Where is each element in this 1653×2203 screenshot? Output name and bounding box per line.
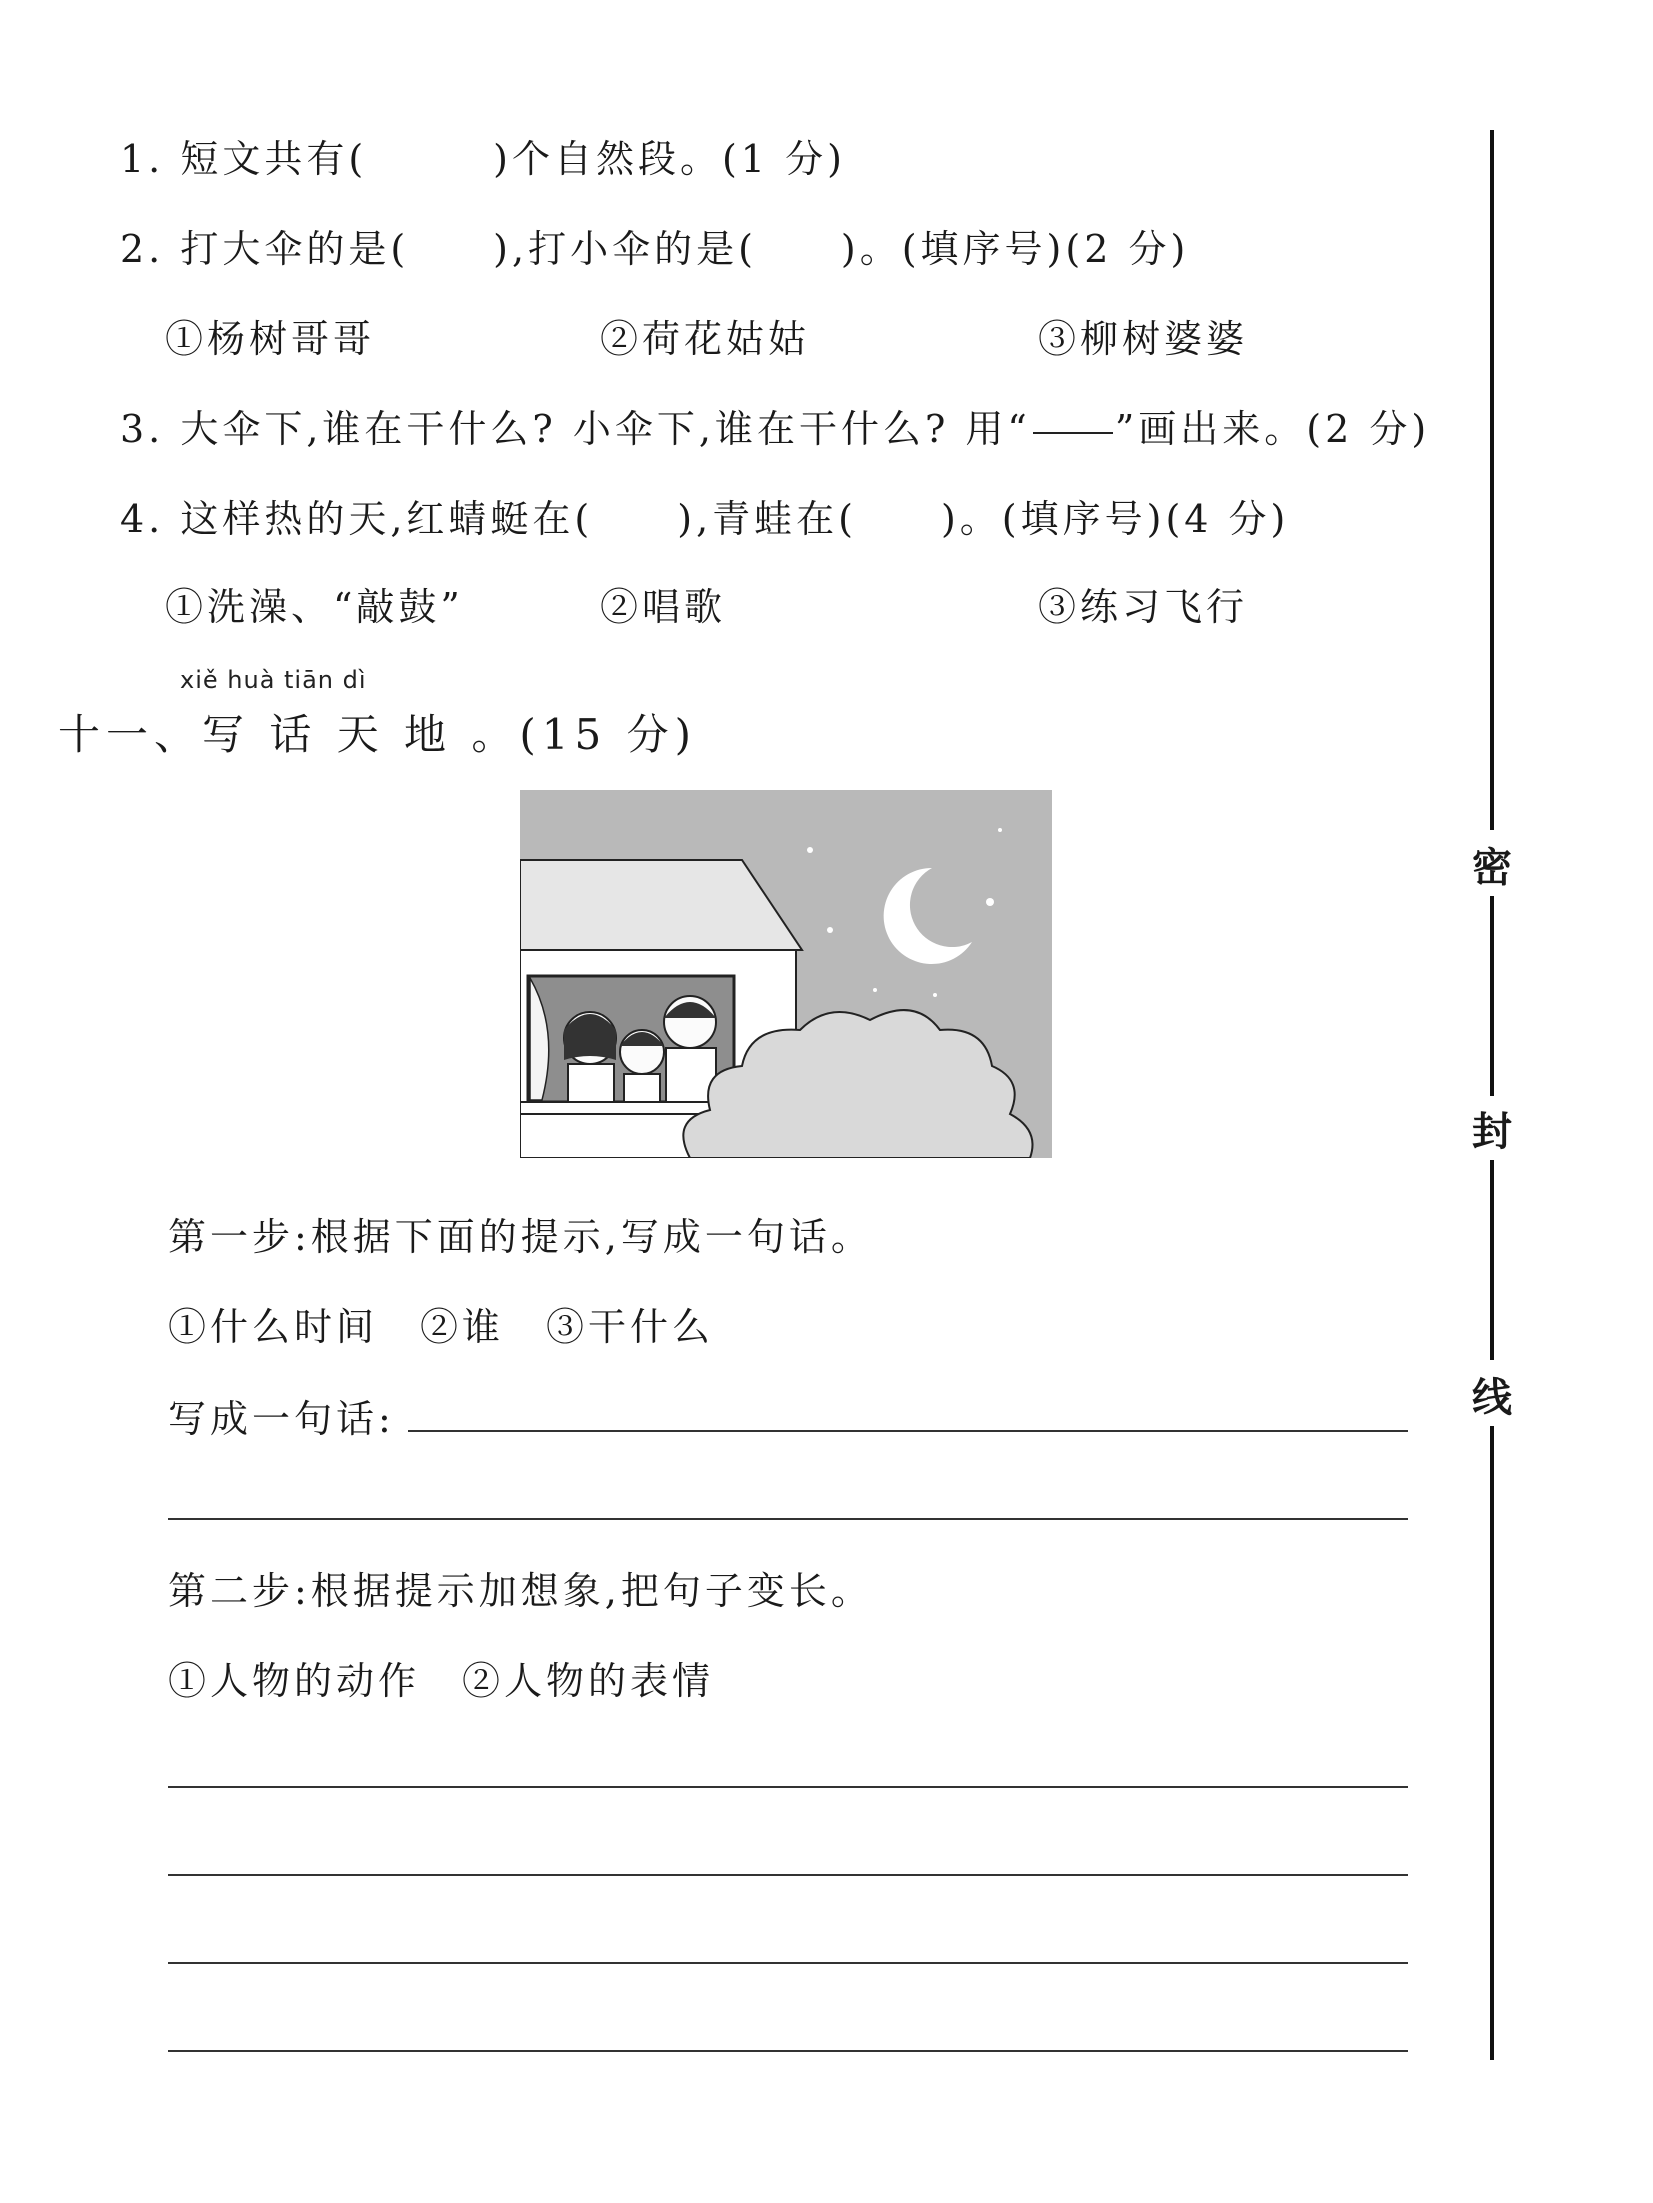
seal-line-segment [1490, 896, 1494, 1096]
section-pinyin: xiě huà tiān dì [180, 666, 367, 694]
question-2-option-3: ③柳树婆婆 [1038, 317, 1249, 361]
question-2-option-2: ②荷花姑姑 [600, 317, 811, 361]
answer-line[interactable] [168, 1518, 1408, 1520]
seal-line-segment [1490, 130, 1494, 830]
star-icon [807, 847, 813, 853]
question-4-option-2: ②唱歌 [600, 585, 727, 629]
seal-line-segment [1490, 1426, 1494, 2060]
star-icon [827, 927, 833, 933]
underline-mark [1033, 432, 1113, 434]
question-4: 4. 这样热的天,红蜻蜓在( ),青蛙在( )。(填序号)(4 分) [120, 497, 1290, 541]
question-2: 2. 打大伞的是( ),打小伞的是( )。(填序号)(2 分) [120, 227, 1190, 271]
seal-char-mi: 密 [1472, 845, 1512, 891]
step2-hints: ①人物的动作 ②人物的表情 [168, 1659, 715, 1703]
answer-line[interactable] [168, 2050, 1408, 2052]
question-4-option-3: ③练习飞行 [1038, 585, 1249, 629]
star-icon [986, 898, 994, 906]
step1-write-label: 写成一句话: [168, 1397, 395, 1441]
star-icon [933, 993, 937, 997]
seal-line-segment [1490, 1160, 1494, 1360]
question-1: 1. 短文共有( )个自然段。(1 分) [120, 137, 846, 181]
seal-char-feng: 封 [1472, 1109, 1512, 1155]
answer-line[interactable] [408, 1430, 1408, 1432]
child-body [624, 1074, 660, 1102]
night-scene-illustration [520, 790, 1052, 1158]
question-3-text-after: ”画出来。(2 分) [1114, 407, 1431, 451]
step1-title: 第一步:根据下面的提示,写成一句话。 [168, 1215, 873, 1259]
question-3-text-before: 3. 大伞下,谁在干什么? 小伞下,谁在干什么? 用“ [120, 407, 1031, 451]
answer-line[interactable] [168, 1962, 1408, 1964]
question-4-option-1: ①洗澡、“敲鼓” [165, 585, 464, 629]
question-3 [120, 398, 1430, 453]
section-title: 十一、写 话 天 地 。(15 分) [58, 710, 697, 759]
step2-title: 第二步:根据提示加想象,把句子变长。 [168, 1569, 873, 1613]
question-2-option-1: ①杨树哥哥 [165, 317, 376, 361]
star-icon [998, 828, 1002, 832]
star-icon [873, 988, 877, 992]
mother-body [568, 1064, 614, 1102]
answer-line[interactable] [168, 1874, 1408, 1876]
seal-char-xian: 线 [1472, 1375, 1512, 1421]
step1-hints: ①什么时间 ②谁 ③干什么 [168, 1305, 715, 1349]
answer-line[interactable] [168, 1786, 1408, 1788]
